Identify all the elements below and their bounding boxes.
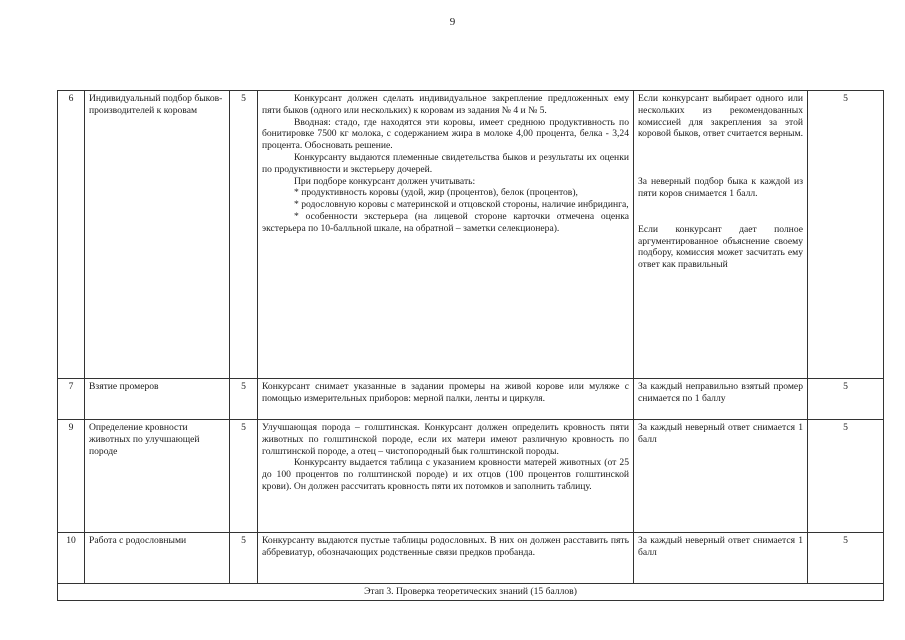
max-points: 5 <box>808 420 884 533</box>
stage-row <box>58 584 884 601</box>
criteria-paragraph: За каждый неправильно взятый промер снимается по 1 баллу <box>638 381 803 404</box>
page-number: 9 <box>449 16 456 28</box>
criteria-paragraph: Если конкурсант дает полное аргументированное объяснение своему подбору, комиссия может засчитать ему ответ как правильный <box>638 223 803 271</box>
max-points: 5 <box>808 533 884 584</box>
table-row-9 <box>58 420 884 533</box>
row-number: 10 <box>58 533 85 584</box>
criteria-paragraph: Если конкурсант выбирает одного или нескольких из рекомендованных комиссией для закрепления за этой коровой быков, ответ считается верным. <box>638 93 803 140</box>
description-paragraph: Улучшающая порода – голштинская. Конкурсант должен определить кровность пяти животных по голштинской породе, если их матери имеют различную кровность по голштинской породе, а отец – чистопородный бык голштинской породы. <box>262 422 629 457</box>
description-bullet: * родословную коровы с материнской и отцовской стороны, наличие инбридинга, <box>294 199 629 211</box>
row-number: 6 <box>58 91 85 379</box>
row-number: 7 <box>58 379 85 420</box>
description-paragraph: Конкурсант снимает указанные в задании промеры на живой корове или муляже с помощью измерительных приборов: мерной палки, ленты и циркуля. <box>262 381 629 404</box>
task-description <box>258 91 634 379</box>
description-paragraph: При подборе конкурсант должен учитывать: <box>294 175 476 187</box>
criteria-paragraph: За каждый неверный ответ снимается 1 балл <box>638 535 803 558</box>
evaluation-criteria <box>634 91 808 379</box>
competition-tasks-table <box>57 90 884 601</box>
max-points: 5 <box>808 379 884 420</box>
stage-heading: Этап 3. Проверка теоретических знаний (15 баллов) <box>58 584 884 601</box>
task-name: Определение кровности животных по улучшающей породе <box>85 420 230 533</box>
table-row-6 <box>58 91 884 379</box>
task-time: 5 <box>230 420 258 533</box>
task-time: 5 <box>230 379 258 420</box>
description-paragraph: Конкурсанту выдаются племенные свидетельства быков и результаты их оценки по продуктивности и экстерьеру дочерей. <box>262 151 629 175</box>
task-description <box>258 420 634 533</box>
row-number: 9 <box>58 420 85 533</box>
criteria-paragraph: За неверный подбор быка к каждой из пяти коров снимается 1 балл. <box>638 176 803 199</box>
description-paragraph: Конкурсанту выдается таблица с указанием кровности матерей животных (от 25 до 100 процентов по голштинской породе) и их отцов (100 процентов голштинской крови). Он должен рассчитать кровность пяти их потомков и заполнить таблицу. <box>262 457 629 492</box>
description-paragraph: Конкурсанту выдаются пустые таблицы родословных. В них он должен расставить пять аббревиатур, обозначающих родственные связи предков пробанда. <box>262 535 629 558</box>
evaluation-criteria <box>634 420 808 533</box>
task-description <box>258 533 634 584</box>
description-bullet: * продуктивность коровы (удой, жир (процентов), белок (процентов), <box>294 187 578 199</box>
task-name: Работа с родословными <box>85 533 230 584</box>
criteria-paragraph: За каждый неверный ответ снимается 1 балл <box>638 422 803 445</box>
table-row-10 <box>58 533 884 584</box>
description-paragraph: Конкурсант должен сделать индивидуальное закрепление предложенных ему пяти быков (одного или нескольких) к коровам из задания № 4 и № 5. <box>262 93 629 116</box>
description-bullet: * особенности экстерьера (на лицевой стороне карточки отмечена оценка экстерьера по 10-балльной шкале, на обратной – заметки селекционера). <box>262 210 629 234</box>
task-name: Взятие промеров <box>85 379 230 420</box>
task-time: 5 <box>230 91 258 379</box>
evaluation-criteria <box>634 533 808 584</box>
table-row-7 <box>58 379 884 420</box>
task-name: Индивидуальный подбор быков-производителей к коровам <box>85 91 230 379</box>
description-paragraph: Вводная: стадо, где находятся эти коровы, имеет среднюю продуктивность по бонитировке 7500 кг молока, с содержанием жира в молоке 4,00 процента, белка - 3,24 процента. Обосновать решение. <box>262 116 629 152</box>
task-time: 5 <box>230 533 258 584</box>
max-points: 5 <box>808 91 884 379</box>
task-description <box>258 379 634 420</box>
evaluation-criteria <box>634 379 808 420</box>
